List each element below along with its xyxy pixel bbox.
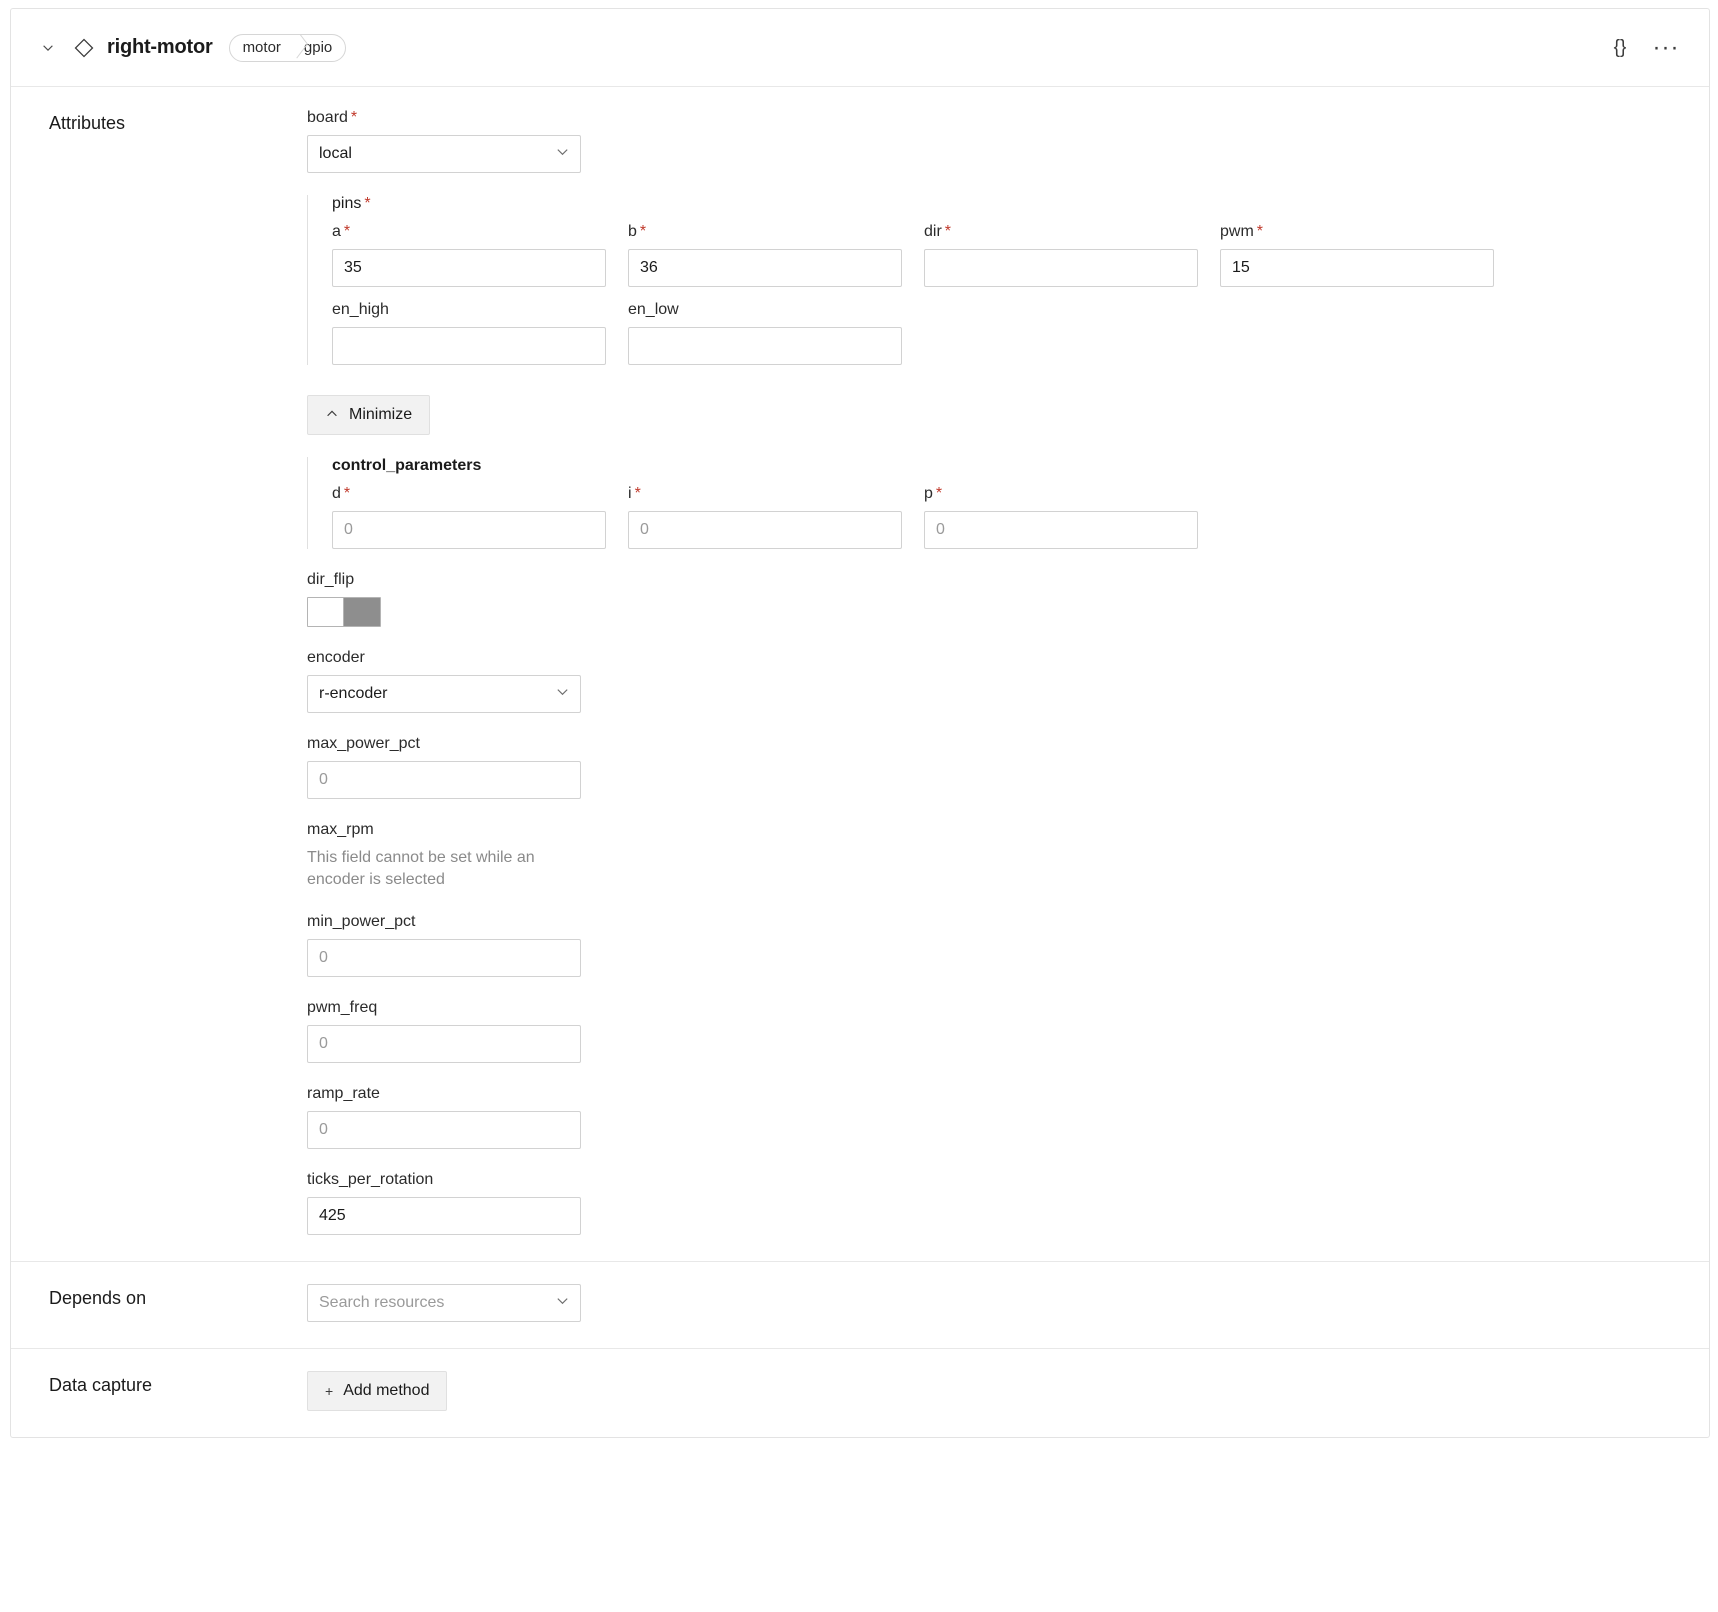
pin-dir-label [924,223,1220,241]
resource-type-pills [229,34,347,62]
max-power-pct-input[interactable] [307,761,581,799]
minimize-button-label: Minimize [349,406,413,423]
pin-a-label-text: a [332,223,341,240]
field-pin-pwm [1220,223,1516,287]
field-cp-p [924,485,1220,549]
depends-on-body [307,1262,1709,1348]
data-capture-body [307,1349,1709,1437]
control-parameters-label: control_parameters [332,457,482,474]
minimize-button-wrap [307,395,1689,435]
field-cp-i [628,485,924,549]
min-power-pct-label: min_power_pct [307,913,416,930]
minimize-button[interactable] [307,395,430,435]
collapse-chevron-icon[interactable] [35,35,61,61]
attributes-body [307,87,1709,1261]
field-min-power-pct [307,913,1689,977]
ramp-rate-label: ramp_rate [307,1085,380,1102]
pins-group-label [332,195,1689,213]
cp-d-label-text: d [332,485,341,502]
section-label-depends-on: Depends on [49,1288,147,1308]
encoder-label: encoder [307,649,365,666]
group-control-parameters [307,457,1689,549]
pin-pwm-label-text: pwm [1220,223,1254,240]
field-pwm-freq [307,999,1689,1063]
ticks-per-rotation-input[interactable] [307,1197,581,1235]
section-data-capture [11,1349,1709,1437]
section-attributes [11,87,1709,1262]
cp-d-label [332,485,628,503]
board-label-text: board [307,109,348,126]
pill-model: motor [242,38,281,56]
field-dir-flip [307,571,1689,627]
board-select[interactable] [307,135,581,173]
section-label-data-capture: Data capture [49,1375,153,1395]
pin-b-label-text: b [628,223,637,240]
board-label [307,109,1689,127]
pwm-freq-label: pwm_freq [307,999,378,1016]
pin-en-low-label: en_low [628,301,679,318]
pins-label-text: pins [332,195,362,212]
pin-b-input[interactable] [628,249,902,287]
pin-b-label [628,223,924,241]
field-pin-dir [924,223,1220,287]
pill-separator-icon [292,34,293,62]
field-pin-en-high [332,301,628,365]
field-max-power-pct [307,735,1689,799]
pin-en-low-input[interactable] [628,327,902,365]
section-depends-on [11,1262,1709,1349]
card-header [11,9,1709,87]
max-power-pct-label: max_power_pct [307,735,420,752]
encoder-select-wrap [307,675,581,713]
field-pin-a [332,223,628,287]
cp-p-label [924,485,1220,503]
ticks-per-rotation-label: ticks_per_rotation [307,1171,434,1188]
control-parameters-grid [332,485,1689,549]
pins-grid [332,223,1689,365]
max-rpm-helper-text: This field cannot be set while an encoder is selected [307,849,535,888]
pin-a-input[interactable] [332,249,606,287]
field-ticks-per-rotation [307,1171,1689,1235]
field-pin-b [628,223,924,287]
pwm-freq-input[interactable] [307,1025,581,1063]
max-rpm-label: max_rpm [307,821,374,838]
pin-pwm-label [1220,223,1516,241]
board-select-wrap [307,135,581,173]
cp-p-label-text: p [924,485,933,502]
cp-d-required-marker: * [343,485,351,502]
cp-i-required-marker: * [634,485,641,502]
pin-en-high-input[interactable] [332,327,606,365]
cp-i-input[interactable] [628,511,902,549]
chevron-up-icon [325,407,339,424]
dir-flip-label: dir_flip [307,571,355,588]
cp-i-label-text: i [628,485,632,502]
group-pins [307,195,1689,365]
pin-a-required-marker: * [343,223,351,240]
resource-config-card [10,8,1710,1438]
page-title: right-motor [107,36,213,58]
pin-en-high-label: en_high [332,301,389,318]
field-encoder [307,649,1689,713]
depends-on-select-wrap [307,1284,581,1322]
resource-diamond-icon [73,37,95,59]
ramp-rate-input[interactable] [307,1111,581,1149]
json-braces-icon[interactable]: {} [1603,31,1637,65]
field-board [307,109,1689,173]
field-ramp-rate [307,1085,1689,1149]
pin-b-required-marker: * [639,223,647,240]
board-required-marker: * [350,109,358,126]
field-cp-d [332,485,628,549]
plus-icon: + [325,1383,334,1399]
cp-p-required-marker: * [935,485,943,502]
pin-pwm-required-marker: * [1256,223,1264,240]
more-options-icon[interactable]: ··· [1649,31,1683,65]
cp-i-label [628,485,924,503]
dir-flip-toggle[interactable] [307,597,381,627]
add-method-button[interactable] [307,1371,447,1411]
pin-dir-label-text: dir [924,223,942,240]
min-power-pct-input[interactable] [307,939,581,977]
search-resources-input[interactable] [307,1284,581,1322]
pin-a-label [332,223,628,241]
section-label-attributes: Attributes [49,113,126,133]
pin-pwm-input[interactable] [1220,249,1494,287]
cp-p-input[interactable] [924,511,1198,549]
pin-dir-required-marker: * [944,223,952,240]
pin-dir-input[interactable] [924,249,1198,287]
pins-required-marker: * [364,195,371,212]
cp-d-input[interactable] [332,511,606,549]
field-pin-en-low [628,301,924,365]
encoder-select[interactable] [307,675,581,713]
add-method-label: Add method [343,1382,430,1399]
dir-flip-toggle-knob [308,598,344,626]
pill-subtype: gpio [303,38,333,56]
field-max-rpm [307,821,1689,891]
